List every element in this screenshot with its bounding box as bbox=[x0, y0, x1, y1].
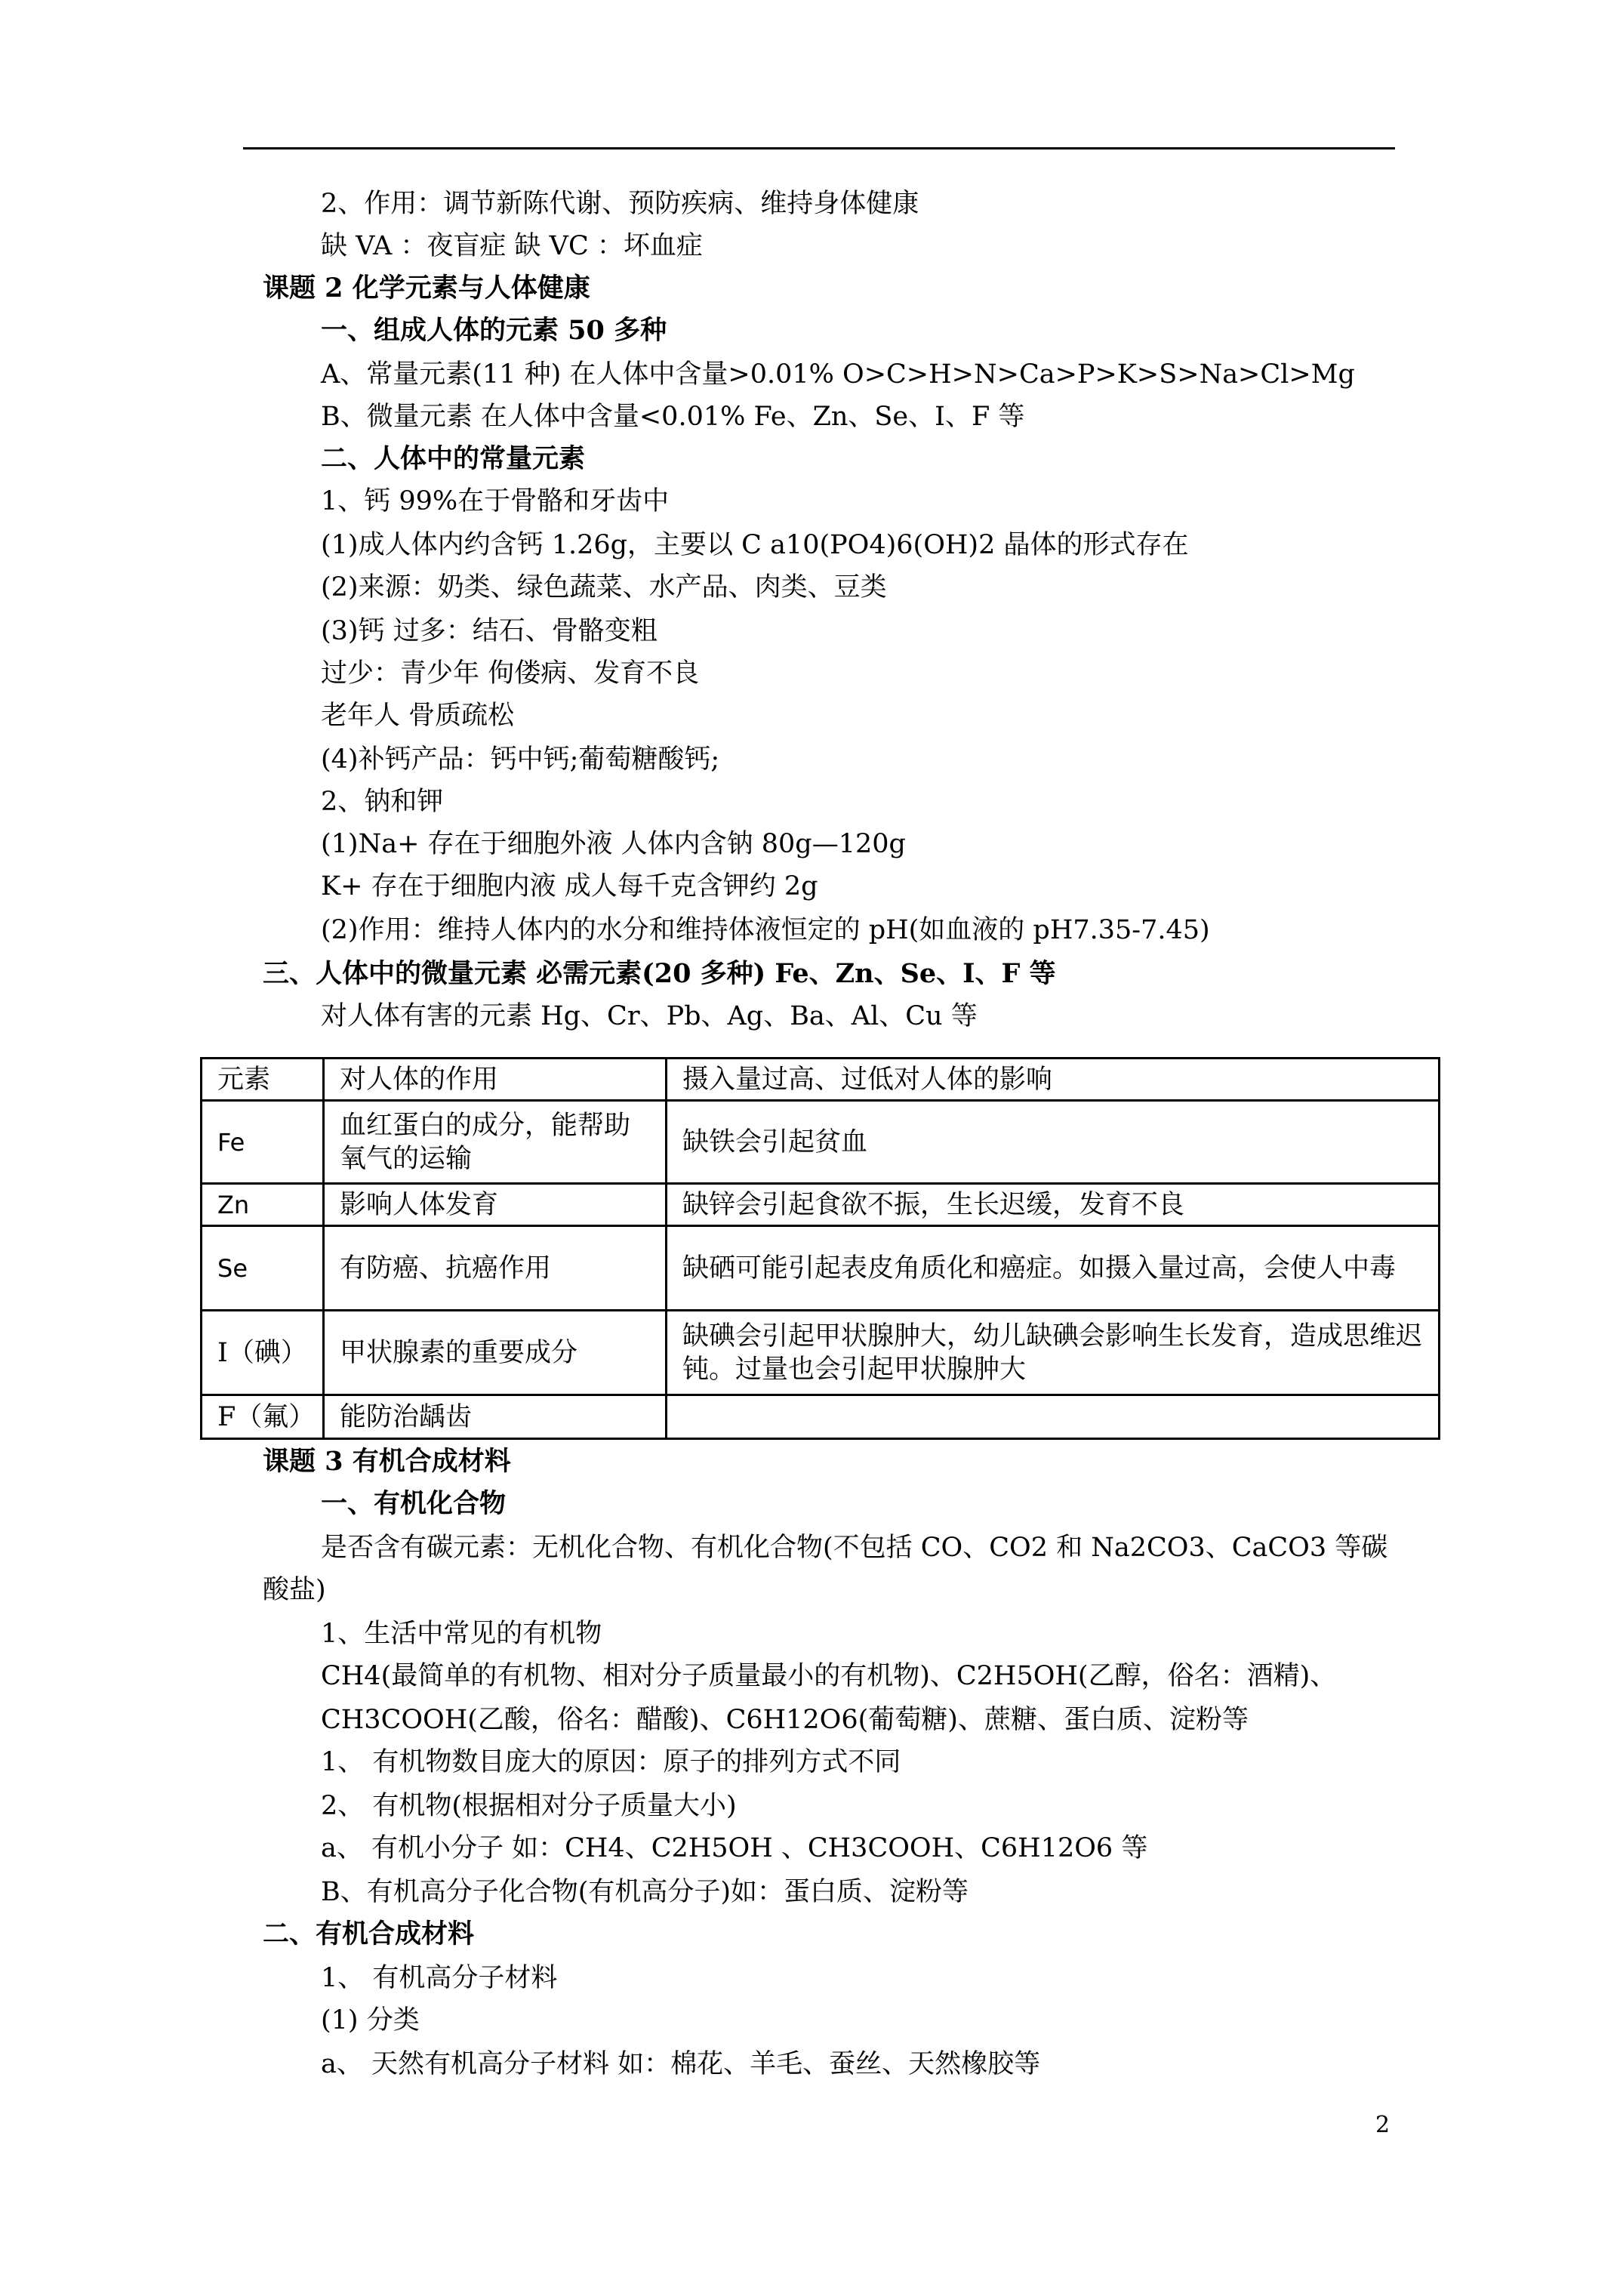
table-cell: 缺锌会引起食欲不振，生长迟缓，发育不良 bbox=[667, 1184, 1440, 1226]
table-cell: 缺碘会引起甲状腺肿大，幼儿缺碘会影响生长发育，造成思维迟钝。过量也会引起甲状腺肿大 bbox=[667, 1311, 1440, 1395]
table-header-cell: 对人体的作用 bbox=[324, 1059, 667, 1101]
table-header-row bbox=[202, 1059, 1440, 1101]
table-cell: F（氟） bbox=[202, 1395, 324, 1439]
text-line: 过少：青少年 佝偻病、发育不良 bbox=[321, 658, 700, 689]
text-line: (2)作用：维持人体内的水分和维持体液恒定的 pH(如血液的 pH7.35-7.45) bbox=[321, 915, 1210, 945]
table-cell: 影响人体发育 bbox=[324, 1184, 667, 1226]
text-line: CH4(最简单的有机物、相对分子质量最小的有机物)、C2H5OH(乙醇，俗名：酒精)、 bbox=[321, 1661, 1337, 1691]
table-cell bbox=[667, 1395, 1440, 1439]
text-line: 1、 有机高分子材料 bbox=[321, 1963, 558, 1993]
text-line: K+ 存在于细胞内液 成人每千克含钾约 2g bbox=[321, 871, 818, 901]
text-line: B、有机高分子化合物(有机高分子)如：蛋白质、淀粉等 bbox=[321, 1877, 969, 1907]
table-cell: Se bbox=[202, 1226, 324, 1311]
text-line: 缺 VA ：夜盲症 缺 VC ：坏血症 bbox=[321, 231, 703, 261]
text-line: (2)来源：奶类、绿色蔬菜、水产品、肉类、豆类 bbox=[321, 572, 887, 603]
text-line: a、 天然有机高分子材料 如：棉花、羊毛、蚕丝、天然橡胶等 bbox=[321, 2049, 1041, 2079]
text-line: (3)钙 过多：结石、骨骼变粗 bbox=[321, 616, 658, 646]
section-heading: 课题 3 有机合成材料 bbox=[263, 1446, 511, 1477]
table-row bbox=[202, 1101, 1440, 1184]
text-line: 2、 有机物(根据相对分子质量大小) bbox=[321, 1791, 737, 1821]
table-row bbox=[202, 1311, 1440, 1395]
text-line: 是否含有碳元素：无机化合物、有机化合物(不包括 CO、CO2 和 Na2CO3、CaCO3 等碳 bbox=[321, 1533, 1388, 1563]
text-line: CH3COOH(乙酸，俗名：醋酸)、C6H12O6(葡萄糖)、蔗糖、蛋白质、淀粉等 bbox=[321, 1705, 1249, 1735]
text-line: 老年人 骨质疏松 bbox=[321, 701, 515, 731]
section-heading: 课题 2 化学元素与人体健康 bbox=[263, 273, 590, 304]
table-row bbox=[202, 1226, 1440, 1311]
table-cell: 缺硒可能引起表皮角质化和癌症。如摄入量过高，会使人中毒 bbox=[667, 1226, 1440, 1311]
table-cell: Fe bbox=[202, 1101, 324, 1184]
section-heading: 一、组成人体的元素 50 多种 bbox=[321, 315, 667, 346]
page-number: 2 bbox=[1375, 2112, 1390, 2138]
text-line: a、 有机小分子 如：CH4、C2H5OH 、CH3COOH、C6H12O6 等 bbox=[321, 1833, 1148, 1863]
text-line: 1、钙 99%在于骨骼和牙齿中 bbox=[321, 486, 670, 516]
table-cell: I（碘） bbox=[202, 1311, 324, 1395]
text-line: (4)补钙产品：钙中钙;葡萄糖酸钙; bbox=[321, 744, 720, 775]
table-cell: 有防癌、抗癌作用 bbox=[324, 1226, 667, 1311]
table-header-cell: 摄入量过高、过低对人体的影响 bbox=[667, 1059, 1440, 1101]
section-heading: 一、有机化合物 bbox=[321, 1488, 507, 1519]
text-line: 2、作用：调节新陈代谢、预防疾病、维持身体健康 bbox=[321, 189, 919, 219]
text-line: A、常量元素(11 种) 在人体中含量>0.01% O>C>H>N>Ca>P>K>S>Na>Cl>Mg bbox=[321, 359, 1355, 390]
text-line: 1、 有机物数目庞大的原因：原子的排列方式不同 bbox=[321, 1747, 901, 1777]
table-cell: 血红蛋白的成分，能帮助氧气的运输 bbox=[324, 1101, 667, 1184]
table-cell: Zn bbox=[202, 1184, 324, 1226]
section-heading: 二、有机合成材料 bbox=[263, 1918, 475, 1949]
text-line: 酸盐) bbox=[263, 1575, 326, 1605]
table-row bbox=[202, 1395, 1440, 1439]
table-cell: 缺铁会引起贫血 bbox=[667, 1101, 1440, 1184]
table-row bbox=[202, 1184, 1440, 1226]
element-table bbox=[200, 1057, 1440, 1440]
section-heading: 二、人体中的常量元素 bbox=[321, 443, 586, 474]
text-line: B、微量元素 在人体中含量<0.01% Fe、Zn、Se、I、F 等 bbox=[321, 402, 1025, 432]
text-line: 对人体有害的元素 Hg、Cr、Pb、Ag、Ba、Al、Cu 等 bbox=[321, 1001, 978, 1031]
section-heading: 三、人体中的微量元素 必需元素(20 多种) Fe、Zn、Se、I、F 等 bbox=[263, 958, 1056, 989]
text-line: (1)成人体内约含钙 1.26g，主要以 C a10(PO4)6(OH)2 晶体的形式存在 bbox=[321, 530, 1189, 560]
text-line: (1)Na+ 存在于细胞外液 人体内含钠 80g—120g bbox=[321, 829, 906, 859]
text-line: 1、生活中常见的有机物 bbox=[321, 1619, 602, 1649]
table-cell: 能防治龋齿 bbox=[324, 1395, 667, 1439]
header-rule bbox=[243, 147, 1395, 149]
text-line: 2、钠和钾 bbox=[321, 787, 444, 817]
table-header-cell: 元素 bbox=[202, 1059, 324, 1101]
table-cell: 甲状腺素的重要成分 bbox=[324, 1311, 667, 1395]
text-line: (1) 分类 bbox=[321, 2005, 420, 2036]
